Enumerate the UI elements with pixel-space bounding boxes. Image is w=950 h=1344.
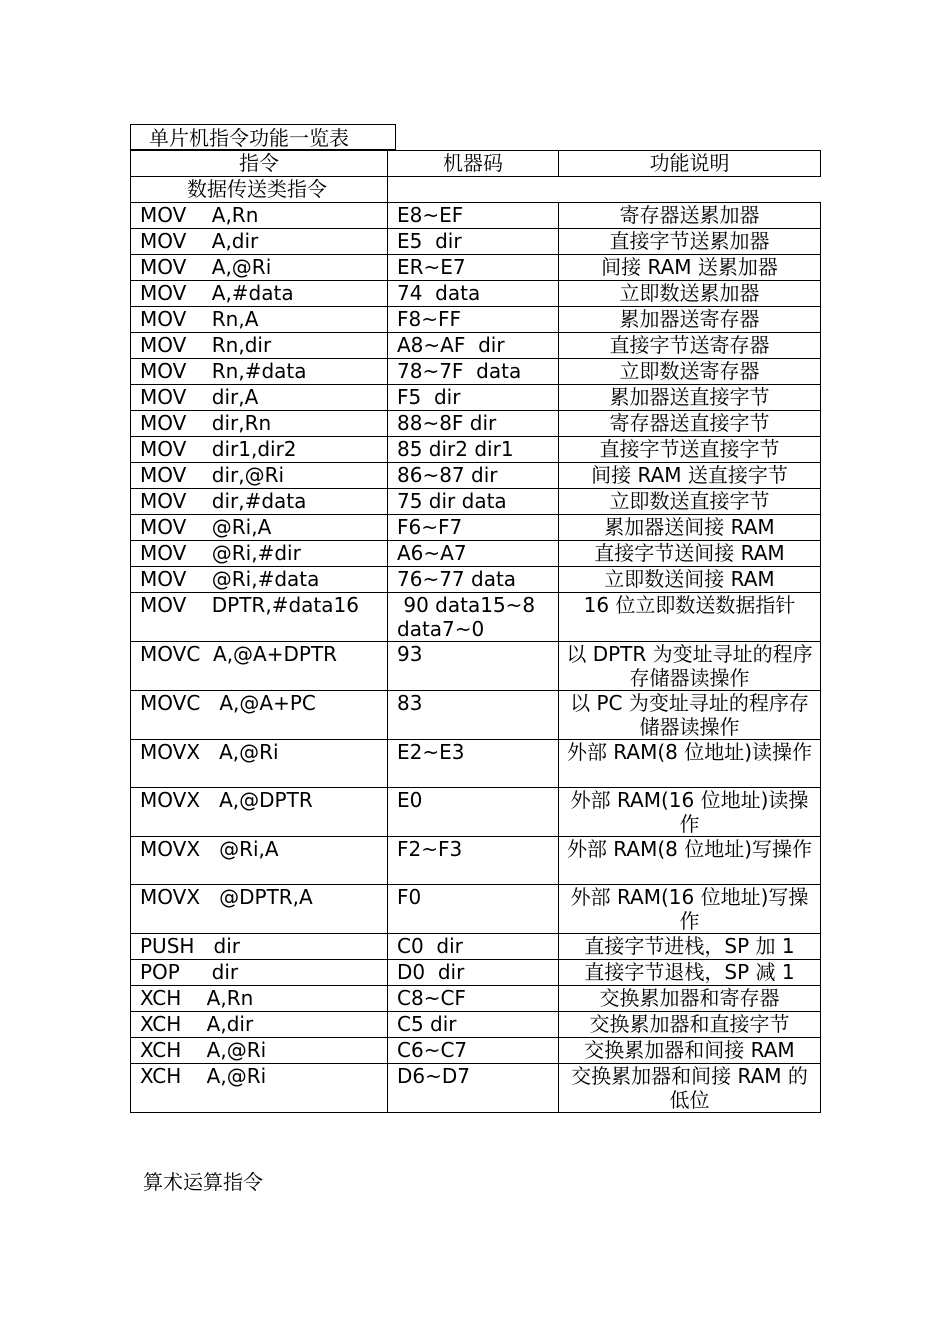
table-row bbox=[131, 411, 821, 437]
machine-code-cell: F2~F3 bbox=[388, 837, 559, 885]
function-description-cell: 间接 RAM 送累加器 bbox=[559, 255, 821, 281]
instruction-cell: MOVX @DPTR,A bbox=[131, 885, 388, 934]
function-description-cell: 立即数送寄存器 bbox=[559, 359, 821, 385]
instruction-cell: XCH A,dir bbox=[131, 1012, 388, 1038]
table-row bbox=[131, 359, 821, 385]
function-description-cell: 间接 RAM 送直接字节 bbox=[559, 463, 821, 489]
machine-code-cell: F6~F7 bbox=[388, 515, 559, 541]
instruction-cell: MOVC A,@A+PC bbox=[131, 691, 388, 740]
table-row bbox=[131, 515, 821, 541]
table-row bbox=[131, 642, 821, 691]
function-description-cell: 直接字节送累加器 bbox=[559, 229, 821, 255]
instruction-cell: MOV @Ri,#data bbox=[131, 567, 388, 593]
table-row bbox=[131, 489, 821, 515]
table-row bbox=[131, 837, 821, 885]
header-row bbox=[131, 151, 821, 177]
section-title-cell bbox=[131, 177, 388, 203]
machine-code-cell: E0 bbox=[388, 788, 559, 837]
instruction-cell: MOV dir,@Ri bbox=[131, 463, 388, 489]
table-row bbox=[131, 203, 821, 229]
section-row-blank bbox=[388, 177, 559, 203]
machine-code-cell: F0 bbox=[388, 885, 559, 934]
table-row bbox=[131, 567, 821, 593]
function-description-cell: 立即数送间接 RAM bbox=[559, 567, 821, 593]
instruction-table-body bbox=[131, 151, 821, 1113]
machine-code-cell: E2~E3 bbox=[388, 740, 559, 788]
function-description-cell: 外部 RAM(8 位地址)写操作 bbox=[559, 837, 821, 885]
machine-code-cell: 74 data bbox=[388, 281, 559, 307]
function-description-cell: 寄存器送累加器 bbox=[559, 203, 821, 229]
machine-code-cell: 78~7F data bbox=[388, 359, 559, 385]
machine-code-cell: E5 dir bbox=[388, 229, 559, 255]
function-description-cell: 立即数送累加器 bbox=[559, 281, 821, 307]
instruction-cell: MOV dir,Rn bbox=[131, 411, 388, 437]
table-row bbox=[131, 281, 821, 307]
instruction-cell: MOV A,dir bbox=[131, 229, 388, 255]
machine-code-cell: ER~E7 bbox=[388, 255, 559, 281]
function-description-cell: 累加器送间接 RAM bbox=[559, 515, 821, 541]
section-title: 数据传送类指令 bbox=[187, 177, 327, 201]
table-row bbox=[131, 333, 821, 359]
instruction-cell: MOV dir,A bbox=[131, 385, 388, 411]
machine-code-cell: 90 data15~8 data7~0 bbox=[388, 593, 559, 642]
function-description-cell: 外部 RAM(16 位地址)读操作 bbox=[559, 788, 821, 837]
function-description-cell: 直接字节送寄存器 bbox=[559, 333, 821, 359]
table-row bbox=[131, 1038, 821, 1064]
instruction-cell: MOV A,#data bbox=[131, 281, 388, 307]
table-row bbox=[131, 960, 821, 986]
instruction-cell: POP dir bbox=[131, 960, 388, 986]
table-row bbox=[131, 1064, 821, 1113]
function-description-cell: 直接字节进栈，SP 加 1 bbox=[559, 934, 821, 960]
table-row bbox=[131, 593, 821, 642]
table-row bbox=[131, 541, 821, 567]
instruction-cell: MOV @Ri,#dir bbox=[131, 541, 388, 567]
column-header-machine-code: 机器码 bbox=[388, 151, 559, 177]
instruction-cell: MOV dir1,dir2 bbox=[131, 437, 388, 463]
column-header-instruction: 指令 bbox=[131, 151, 388, 177]
instruction-cell: MOV A,Rn bbox=[131, 203, 388, 229]
table-row bbox=[131, 307, 821, 333]
table-row bbox=[131, 463, 821, 489]
instruction-cell: XCH A,@Ri bbox=[131, 1038, 388, 1064]
table-row bbox=[131, 885, 821, 934]
function-description-cell: 交换累加器和间接 RAM 的低位 bbox=[559, 1064, 821, 1113]
instruction-cell: XCH A,@Ri bbox=[131, 1064, 388, 1113]
function-description-cell: 直接字节送直接字节 bbox=[559, 437, 821, 463]
function-description-cell: 外部 RAM(8 位地址)读操作 bbox=[559, 740, 821, 788]
machine-code-cell: 88~8F dir bbox=[388, 411, 559, 437]
table-row bbox=[131, 788, 821, 837]
machine-code-cell: 83 bbox=[388, 691, 559, 740]
column-header-function: 功能说明 bbox=[559, 151, 821, 177]
table-row bbox=[131, 255, 821, 281]
instruction-cell: MOVX A,@DPTR bbox=[131, 788, 388, 837]
function-description-cell: 外部 RAM(16 位地址)写操作 bbox=[559, 885, 821, 934]
machine-code-cell: D0 dir bbox=[388, 960, 559, 986]
machine-code-cell: E8~EF bbox=[388, 203, 559, 229]
function-description-cell: 立即数送直接字节 bbox=[559, 489, 821, 515]
machine-code-cell: 86~87 dir bbox=[388, 463, 559, 489]
machine-code-cell: F5 dir bbox=[388, 385, 559, 411]
instruction-cell: MOV Rn,A bbox=[131, 307, 388, 333]
table-row bbox=[131, 740, 821, 788]
instruction-cell: MOV Rn,dir bbox=[131, 333, 388, 359]
machine-code-cell: C5 dir bbox=[388, 1012, 559, 1038]
section-row-blank-right bbox=[559, 177, 821, 203]
instruction-cell: MOV Rn,#data bbox=[131, 359, 388, 385]
instruction-cell: MOV dir,#data bbox=[131, 489, 388, 515]
function-description-cell: 直接字节送间接 RAM bbox=[559, 541, 821, 567]
machine-code-cell: 75 dir data bbox=[388, 489, 559, 515]
machine-code-cell: C8~CF bbox=[388, 986, 559, 1012]
function-description-cell: 直接字节退栈，SP 减 1 bbox=[559, 960, 821, 986]
table-row bbox=[131, 385, 821, 411]
table-row bbox=[131, 437, 821, 463]
function-description-cell: 以 PC 为变址寻址的程序存储器读操作 bbox=[559, 691, 821, 740]
machine-code-cell: A6~A7 bbox=[388, 541, 559, 567]
function-description-cell: 寄存器送直接字节 bbox=[559, 411, 821, 437]
machine-code-cell: F8~FF bbox=[388, 307, 559, 333]
instruction-table bbox=[130, 150, 821, 1113]
machine-code-cell: D6~D7 bbox=[388, 1064, 559, 1113]
table-title: 单片机指令功能一览表 bbox=[149, 126, 349, 150]
function-description-cell: 累加器送直接字节 bbox=[559, 385, 821, 411]
instruction-cell: MOVC A,@A+DPTR bbox=[131, 642, 388, 691]
function-description-cell: 交换累加器和寄存器 bbox=[559, 986, 821, 1012]
machine-code-cell: 85 dir2 dir1 bbox=[388, 437, 559, 463]
machine-code-cell: 76~77 data bbox=[388, 567, 559, 593]
section-row bbox=[131, 177, 821, 203]
instruction-cell: PUSH dir bbox=[131, 934, 388, 960]
table-row bbox=[131, 691, 821, 740]
machine-code-cell: C6~C7 bbox=[388, 1038, 559, 1064]
instruction-cell: XCH A,Rn bbox=[131, 986, 388, 1012]
table-row bbox=[131, 986, 821, 1012]
function-description-cell: 以 DPTR 为变址寻址的程序存储器读操作 bbox=[559, 642, 821, 691]
section-heading-arithmetic: 算术运算指令 bbox=[143, 1170, 263, 1194]
table-title-cell bbox=[130, 124, 396, 150]
machine-code-cell: C0 dir bbox=[388, 934, 559, 960]
machine-code-cell: 93 bbox=[388, 642, 559, 691]
instruction-cell: MOVX @Ri,A bbox=[131, 837, 388, 885]
function-description-cell: 交换累加器和直接字节 bbox=[559, 1012, 821, 1038]
instruction-cell: MOV A,@Ri bbox=[131, 255, 388, 281]
table-row bbox=[131, 934, 821, 960]
function-description-cell: 16 位立即数送数据指针 bbox=[559, 593, 821, 642]
table-row bbox=[131, 229, 821, 255]
function-description-cell: 累加器送寄存器 bbox=[559, 307, 821, 333]
instruction-cell: MOV DPTR,#data16 bbox=[131, 593, 388, 642]
instruction-cell: MOV @Ri,A bbox=[131, 515, 388, 541]
machine-code-cell: A8~AF dir bbox=[388, 333, 559, 359]
function-description-cell: 交换累加器和间接 RAM bbox=[559, 1038, 821, 1064]
instruction-cell: MOVX A,@Ri bbox=[131, 740, 388, 788]
table-row bbox=[131, 1012, 821, 1038]
